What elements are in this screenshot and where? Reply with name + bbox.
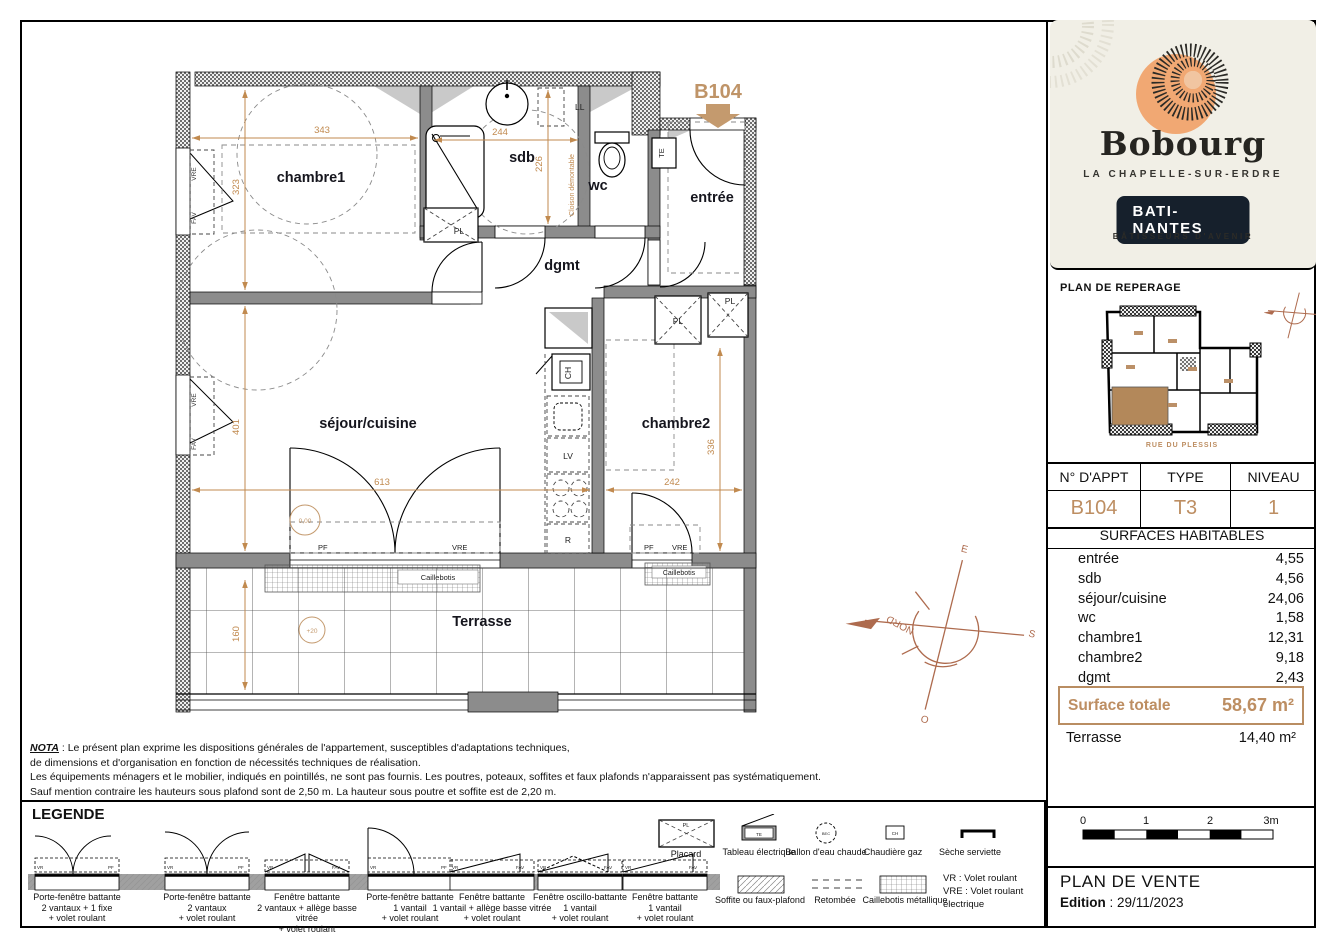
room-wc: wc [588,178,608,194]
legend-caption-caillebotis: Caillebotis métallique [862,895,948,905]
legend-title: LEGENDE [32,806,105,823]
ch-mark: CH [891,831,899,836]
legend-chaudiere-icon [886,826,904,839]
surface-row: dgmt 2,43 [1078,669,1304,686]
vr-mark: VR [452,865,459,870]
pl-label: PL [724,296,736,306]
header-level: NIVEAU [1230,464,1316,491]
vr-mark: VR [625,865,632,870]
legend-placard-icon [659,820,714,847]
vre-label: VRE [191,393,198,407]
surfaces-list [1048,550,1316,689]
nota-line2: de dimensions et d'organisation en fonction de nécessités techniques de réalisation. [30,756,421,769]
level-terrasse: +20 [306,628,318,635]
fridge-label: R [564,535,572,545]
surface-row: séjour/cuisine 24,06 [1078,590,1304,607]
legend-caption-window2: Porte-fenêtre battante 2 vantaux + volet roulant [163,892,251,923]
builder-logo: BATI-NANTES [1117,196,1250,244]
total-surface-box [1058,686,1304,725]
vr-mark: VR [370,865,377,870]
scale-tick-2: 2 [1206,815,1214,827]
pl-label: PL [453,226,465,236]
legend-seche-serviette-icon [962,831,994,838]
apartment-level: 1 [1230,491,1316,527]
legend-caption-window4: Porte-fenêtre battante 1 vantail + volet roulant [366,892,454,923]
legend-soffite-icon [738,876,784,893]
info-panel [1046,20,1316,928]
room-chambre2: chambre2 [641,416,711,432]
dim-336: 336 [706,439,717,455]
mini-compass-icon [1264,288,1316,342]
dim-226: 226 [534,156,545,172]
pf-label: PF [644,543,654,552]
pf-label: PF [318,543,328,552]
total-value: 58,67 m² [1221,695,1294,715]
legend-caption-window7: Fenêtre battante 1 vantail + volet roulant [631,892,699,923]
title-block [1060,872,1201,910]
kitchen [536,308,592,553]
closet-chambre2-b [708,293,748,337]
legend-caption-window1: Porte-fenêtre battante 2 vantaux + 1 fixe + volet roulant [33,892,121,923]
vr-mark: VR [167,865,174,870]
room-sejour-cuisine: séjour/cuisine [319,416,417,432]
nota-label: NOTA [30,742,59,754]
compass-north-label: NORD [884,612,917,637]
surface-row: entrée 4,55 [1078,551,1304,567]
legend-caption-retombee: Retombée [814,895,856,905]
legend-ballon-icon [816,823,836,843]
level-sejour: 0,00 [298,518,312,525]
washbasin [486,80,528,125]
pf-mark: PF [108,865,114,870]
cloison-demontable-label: Cloison démontable [569,154,576,216]
vr-mark: VR [267,865,274,870]
header-type: TYPE [1140,464,1230,491]
scale-bar [1073,808,1293,862]
room-dgmt: dgmt [544,258,580,274]
te-label: TE [657,148,666,158]
dim-343: 343 [314,125,330,136]
divider [1048,866,1316,868]
builder-tagline: BÂTISSEURS D'AVENIR [1112,232,1254,241]
room-chambre1: chambre1 [276,170,346,186]
project-location: LA CHAPELLE-SUR-ERDRE [1083,169,1283,180]
surface-row: chambre2 9,18 [1078,649,1304,666]
room-terrasse: Terrasse [452,614,512,630]
reperage-title: PLAN DE REPERAGE [1060,282,1182,294]
legend-caillebotis-icon [880,876,926,893]
fav-mark: FAV [516,865,525,870]
dim-323: 323 [231,179,242,195]
nota-line1: : Le présent plan exprime les dispositions générales de l'appartement, susceptibles d'adaptations techniques, [58,742,570,754]
legend-caption-soffite: Soffite ou faux-plafond [715,895,805,905]
apartment-table [1048,462,1316,529]
surface-row: sdb 4,56 [1078,570,1304,587]
room-sdb: sdb [509,150,535,166]
legend-caption-tableau: Tableau électrique [722,847,796,857]
fav-mark: FAV [689,865,698,870]
project-name: Bobourg [1099,124,1267,163]
legend-caption-seche: Sèche serviette [938,847,1002,857]
legend-retombee-icon [812,880,862,888]
dim-244: 244 [492,127,508,138]
dim-401: 401 [231,419,242,435]
legend-caption-window5: Fenêtre battante 1 vantail + allège basse vitrée + volet roulant [432,892,552,923]
pf-mark: PF [238,865,244,870]
electrical-panel [652,138,676,168]
dim-613: 613 [374,477,390,488]
compass-east-label: E [959,543,969,556]
apartment-type: T3 [1140,491,1230,527]
surface-row: wc 1,58 [1078,610,1304,627]
compass-south-label: S [1027,628,1037,641]
legend-abbreviations: VR : Volet roulant VRE : Volet roulant électrique [943,873,1024,910]
toilet [595,132,629,177]
vre-label: VRE [672,543,688,552]
location-mini-plan [1092,295,1272,445]
terrace-label: Terrasse [1066,730,1122,746]
scale-tick-0: 0 [1079,815,1087,827]
nota-text [30,741,1030,799]
scale-tick-3m: 3m [1263,815,1279,827]
legend-caption-window3: Fenêtre battante 2 vantaux + allège basse vitrée + volet roulant [257,892,357,934]
document-title: PLAN DE VENTE [1060,872,1201,891]
terrace-value: 14,40 m² [1238,730,1296,746]
dim-242: 242 [664,477,680,488]
unit-arrow-icon [706,104,730,114]
legend-caption-ballon: Ballon d'eau chaude [785,847,867,857]
legend-caption-placard: Placard [670,849,702,859]
pl-label: PL [672,316,684,326]
pl-mark: PL [682,823,690,829]
legend-box [20,800,1046,934]
vr-mark: VR [540,865,547,870]
bec-mark: BEC [821,831,831,836]
edition-date: Edition : 29/11/2023 [1060,895,1184,910]
vre-label: VRE [452,543,468,552]
fav-label: FAV [191,438,198,450]
surface-row: chambre1 12,31 [1078,630,1304,647]
nota-line4: Sauf mention contraire les hauteurs sous plafond sont de 2,50 m. La hauteur sous poutre et soffite est de 2,20 m. [30,785,557,798]
vr-mark: VR [37,865,44,870]
closet-chambre2-a [655,296,701,344]
fav-mark: FAV [604,865,613,870]
apartment-number: B104 [1070,497,1118,519]
nota-line3: Les équipements ménagers et le mobilier, indiqués en pointillés, ne sont pas fournis. Les poutres, poteaux, soffites et faux plafonds n'apparaissent pas systématiquement. [30,771,821,783]
fav-mark: FAV [332,865,341,870]
lv-label: LV [563,451,573,461]
legend-caption-window6: Fenêtre oscillo-battante 1 vantail + volet roulant [532,892,628,923]
branding-panel [1050,20,1316,270]
ch-label: CH [563,366,573,380]
surfaces-title: SURFACES HABITABLES [1048,522,1316,549]
vre-label: VRE [191,167,198,181]
te-mark: TE [756,832,762,837]
room-entree: entrée [690,190,734,206]
legend-caption-chaudiere: Chaudière gaz [863,847,923,857]
fav-label: FAV [191,212,198,224]
street-label: RUE DU PLESSIS [1145,442,1219,449]
ll-label: LL [575,102,585,112]
total-label: Surface totale [1068,696,1171,714]
compass-west-label: O [919,713,930,727]
unit-number: B104 [694,81,742,103]
pf-mark: PF [441,865,447,870]
terrace [176,568,756,712]
header-appt-number: N° D'APPT [1048,464,1140,491]
highlighted-unit [1112,387,1168,425]
legend-tableau-icon [742,814,776,840]
terrace-row [1058,730,1304,746]
compass-icon [826,521,1046,740]
floor-plan [22,22,1046,740]
dim-160: 160 [231,626,242,642]
scale-tick-1: 1 [1142,815,1150,827]
closet-sdb [424,208,478,242]
